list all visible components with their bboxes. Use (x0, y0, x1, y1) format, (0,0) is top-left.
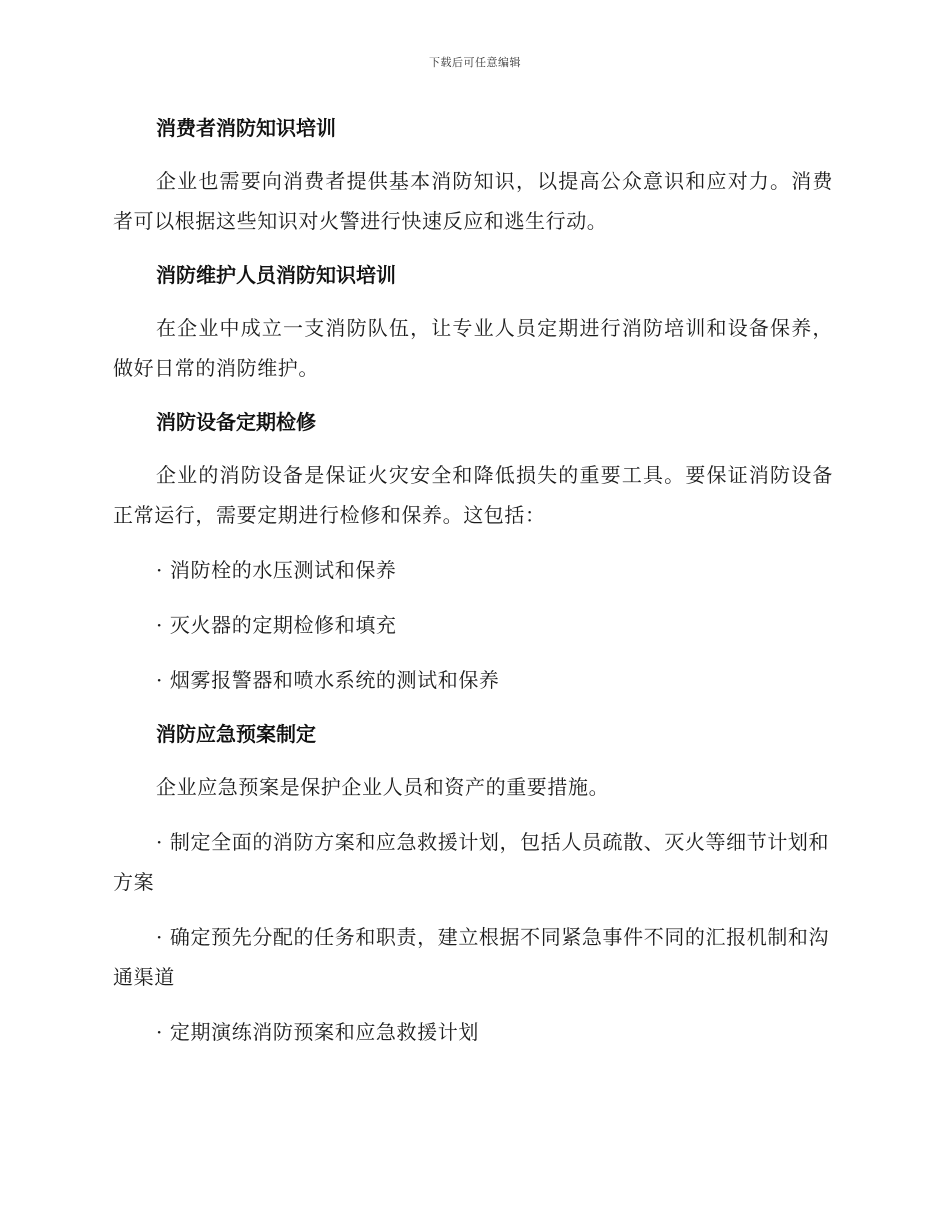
list-item: · 定期演练消防预案和应急救援计划 (156, 1020, 479, 1044)
section-paragraph-maintenance-training: 在企业中成立一支消防队伍，让专业人员定期进行消防培训和设备保养，做好日常的消防维护。 (113, 316, 833, 380)
section-heading-maintenance-training: 消防维护人员消防知识培训 (156, 263, 396, 287)
document-body (113, 109, 833, 1067)
page-header-note: 下载后可任意编辑 (429, 56, 521, 69)
section-paragraph-equipment-inspection: 企业的消防设备是保证火灾安全和降低损失的重要工具。要保证消防设备正常运行，需要定期进行检修和保养。这包括： (113, 463, 833, 527)
list-item: · 烟雾报警器和喷水系统的测试和保养 (156, 668, 500, 692)
section-heading-consumer-training: 消费者消防知识培训 (156, 116, 336, 140)
list-item: · 消防栓的水压测试和保养 (156, 558, 397, 582)
section-heading-equipment-inspection: 消防设备定期检修 (156, 410, 316, 434)
section-heading-emergency-plan: 消防应急预案制定 (156, 722, 316, 746)
list-item: · 制定全面的消防方案和应急救援计划，包括人员疏散、灭火等细节计划和方案 (113, 830, 830, 894)
section-paragraph-consumer-training: 企业也需要向消费者提供基本消防知识，以提高公众意识和应对力。消费者可以根据这些知识对火警进行快速反应和逃生行动。 (113, 169, 833, 233)
section-paragraph-emergency-plan: 企业应急预案是保护企业人员和资产的重要措施。 (156, 775, 610, 799)
list-item: · 确定预先分配的任务和职责，建立根据不同紧急事件不同的汇报机制和沟通渠道 (113, 925, 830, 989)
list-item: · 灭火器的定期检修和填充 (156, 613, 397, 637)
